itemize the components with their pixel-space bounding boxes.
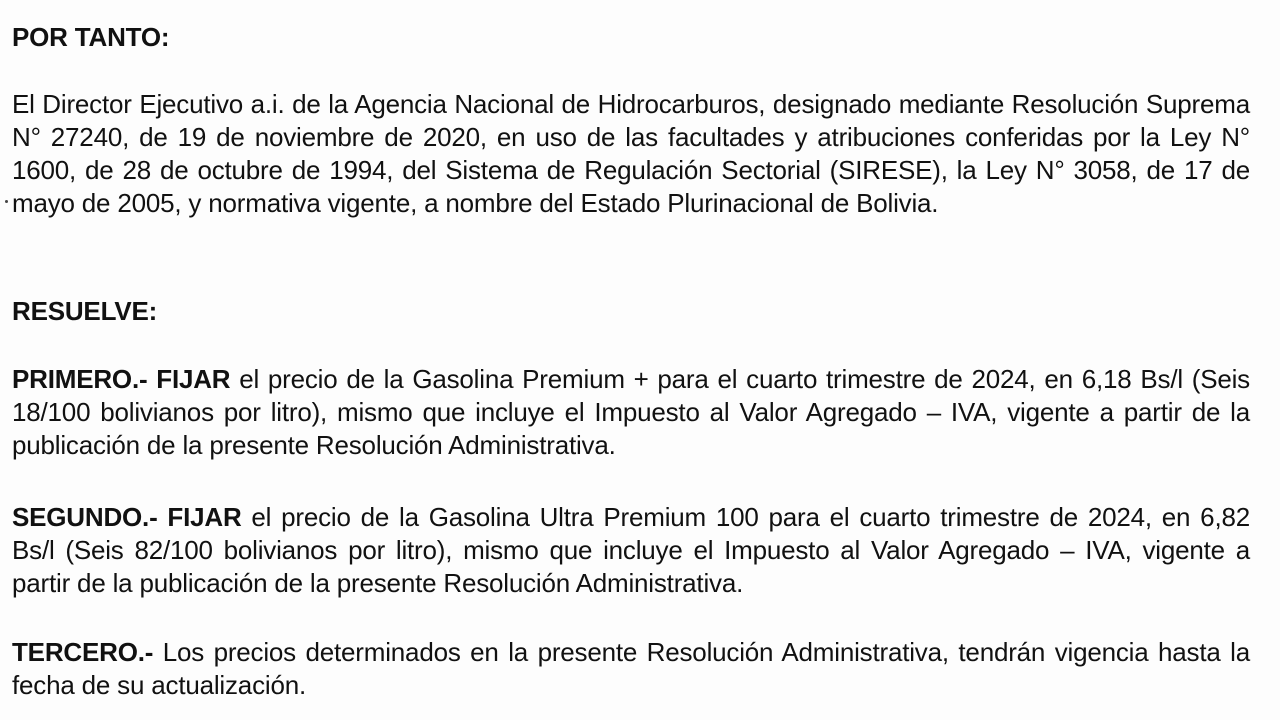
heading-por-tanto: POR TANTO:: [12, 22, 170, 52]
article-primero-text: el precio de la Gasolina Premium + para el cuarto trimestre de 2024, en 6,18 Bs/l (Seis 18/100 bolivianos por litro), mismo que incluye el Impuesto al Valor Agregado – IVA, vigente a partir de la publicación de la presente Resolución Administrativa.: [12, 364, 1250, 460]
article-tercero: [12, 636, 1250, 702]
article-segundo-label: SEGUNDO.-: [12, 502, 158, 532]
article-primero: [12, 363, 1250, 462]
intro-paragraph: El Director Ejecutivo a.i. de la Agencia Nacional de Hidrocarburos, designado mediante Resolución Suprema N° 27240, de 19 de noviembre de 2020, en uso de las facultades y atribuciones conferidas por la Ley N° 1600, de 28 de octubre de 1994, del Sistema de Regulación Sectorial (SIRESE), la Ley N° 3058, de 17 de mayo de 2005, y normativa vigente, a nombre del Estado Plurinacional de Bolivia.: [12, 89, 1250, 218]
article-primero-verb: FIJAR: [156, 364, 231, 394]
heading-resuelve: RESUELVE:: [12, 296, 158, 326]
article-tercero-label: TERCERO.-: [12, 637, 154, 667]
article-tercero-text: Los precios determinados en la presente Resolución Administrativa, tendrán vigencia hasta la fecha de su actualización.: [12, 637, 1250, 700]
scan-speck: [5, 200, 8, 203]
article-segundo-text: el precio de la Gasolina Ultra Premium 100 para el cuarto trimestre de 2024, en 6,82 Bs/l (Seis 82/100 bolivianos por litro), mismo que incluye el Impuesto al Valor Agregado – IVA, vigente a partir de la publicación de la presente Resolución Administrativa.: [12, 502, 1250, 598]
article-primero-label: PRIMERO.-: [12, 364, 148, 394]
article-segundo-verb: FIJAR: [167, 502, 242, 532]
article-segundo: [12, 501, 1250, 600]
